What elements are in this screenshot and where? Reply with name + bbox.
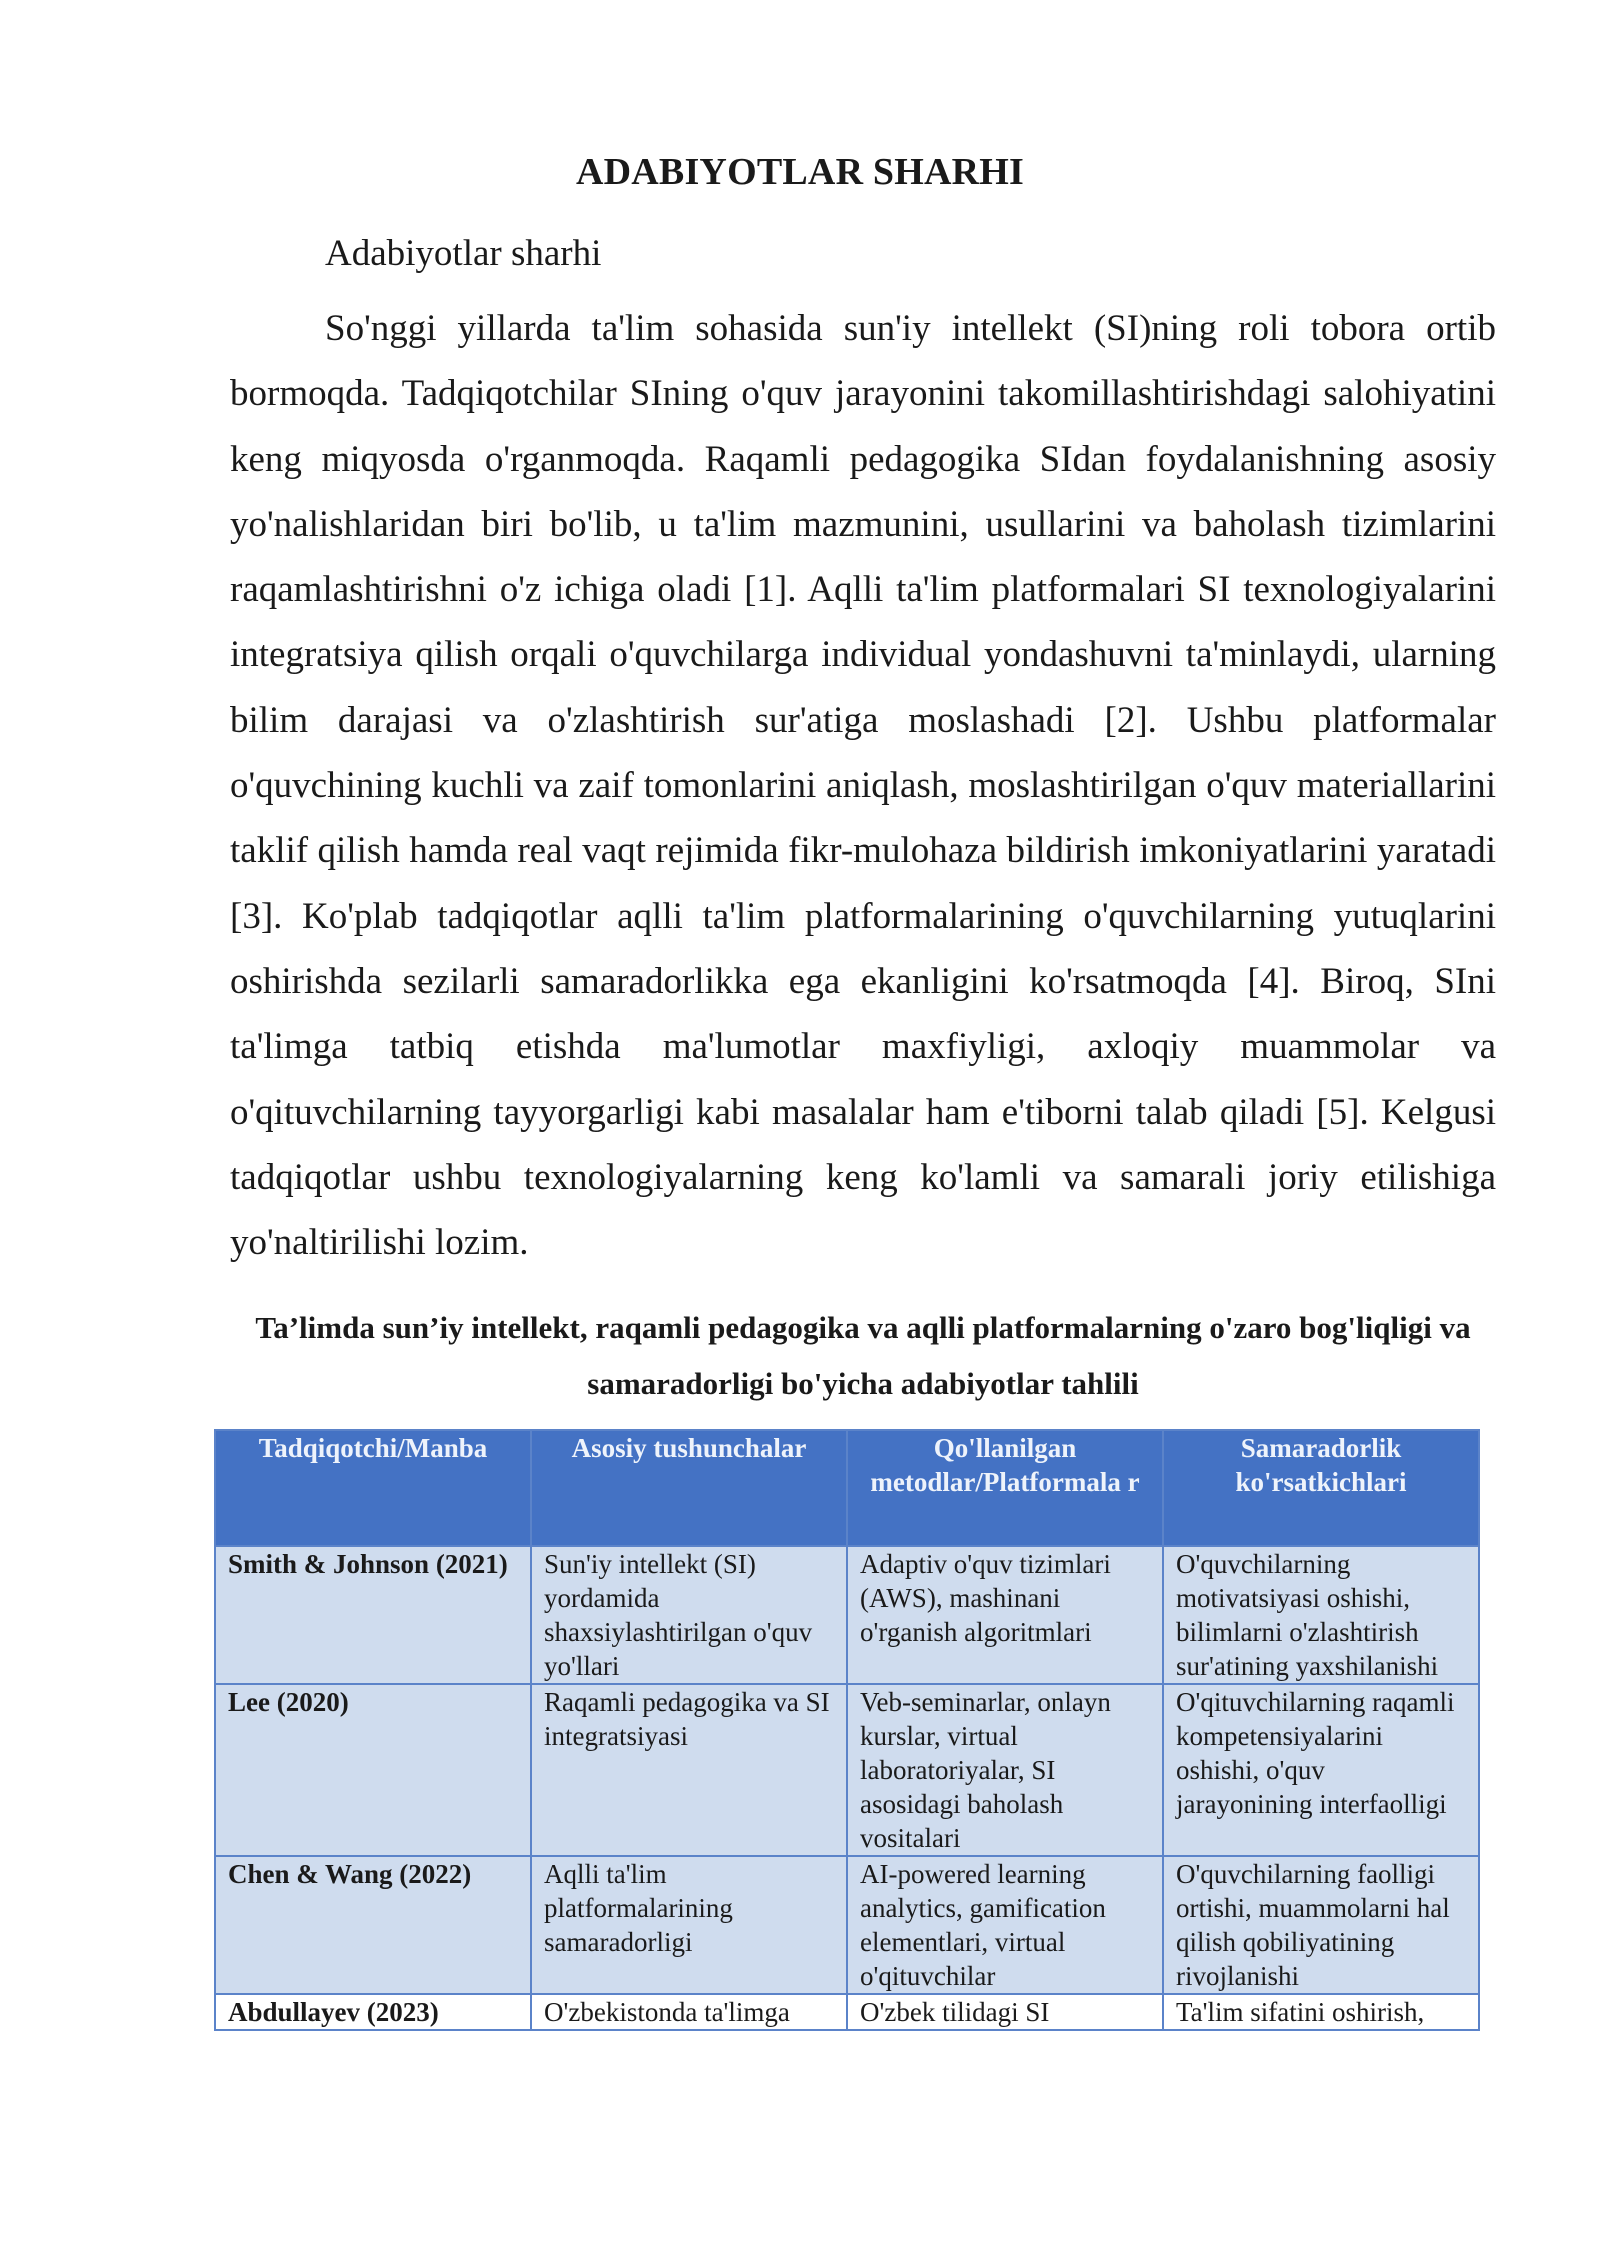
cell-methods: O'zbek tilidagi SI: [847, 1994, 1163, 2030]
header-researcher: Tadqiqotchi/Manba: [215, 1430, 531, 1546]
table-caption: Ta’limda sun’iy intellekt, raqamli pedagogika va aqlli platformalarning o'zaro bog'liqligi va samaradorligi bo'yicha adabiyotlar tahlili: [255, 1310, 1471, 1401]
cell-concepts: Aqlli ta'lim platformalarining samaradorligi: [531, 1856, 847, 1994]
cell-concepts: O'zbekistonda ta'limga: [531, 1994, 847, 2030]
cell-concepts: Sun'iy intellekt (SI) yordamida shaxsiylashtirilgan o'quv yo'llari: [531, 1546, 847, 1684]
cell-concepts: Raqamli pedagogika va SI integratsiyasi: [531, 1684, 847, 1856]
header-methods: Qo'llanilgan metodlar/Platformala r: [847, 1430, 1163, 1546]
body-paragraph: So'nggi yillarda ta'lim sohasida sun'iy intellekt (SI)ning roli tobora ortib bormoqda. Tadqiqotchilar SIning o'quv jarayonini takomillashtirishdagi salohiyatini keng miqyosda o'rganmoqda. Raqamli pedagogika SIdan foydalanishning asosiy yo'nalishlaridan biri bo'lib, u ta'lim mazmunini, usullarini va baholash tizimlarini raqamlashtirishni o'z ichiga oladi [1]. Aqlli ta'lim platformalari SI texnologiyalarini integratsiya qilish orqali o'quvchilarga individual yondashuvni ta'minlaydi, ularning bilim darajasi va o'zlashtirish sur'atiga moslashadi [2]. Ushbu platformalar o'quvchining kuchli va zaif tomonlarini aniqlash, moslashtirilgan o'quv materiallarini taklif qilish hamda real vaqt rejimida fikr-mulohaza bildirish imkoniyatlarini yaratadi [3]. Ko'plab tadqiqotlar aqlli ta'lim platformalarining o'quvchilarning yutuqlarini oshirishda sezilarli samaradorlikka ega ekanligini ko'rsatmoqda [4]. Biroq, SIni ta'limga tatbiq etishda ma'lumotlar maxfiyligi, axloqiy muammolar va o'qituvchilarning tayyorgarligi kabi masalalar ham e'tiborni talab qiladi [5]. Kelgusi tadqiqotlar ushbu texnologiyalarning keng ko'lamli va samarali joriy etilishiga yo'naltirilishi lozim.: [230, 308, 1496, 1264]
cell-effectiveness: O'qituvchilarning raqamli kompetensiyalarini oshishi, o'quv jarayonining interfaolligi: [1163, 1684, 1479, 1856]
cell-methods: AI-powered learning analytics, gamification elementlari, virtual o'qituvchilar: [847, 1856, 1163, 1994]
cell-researcher: Smith & Johnson (2021): [215, 1546, 531, 1684]
cell-methods: Veb-seminarlar, onlayn kurslar, virtual laboratoriyalar, SI asosidagi baholash vositalari: [847, 1684, 1163, 1856]
cell-effectiveness: O'quvchilarning motivatsiyasi oshishi, bilimlarni o'zlashtirish sur'atining yaxshilanishi: [1163, 1546, 1479, 1684]
header-effectiveness: Samaradorlik ko'rsatkichlari: [1163, 1430, 1479, 1546]
table-row: [215, 1994, 1479, 2030]
table-row: [215, 1546, 1479, 1684]
table-row: [215, 1856, 1479, 1994]
cell-effectiveness: Ta'lim sifatini oshirish,: [1163, 1994, 1479, 2030]
cell-researcher: Chen & Wang (2022): [215, 1856, 531, 1994]
cell-effectiveness: O'quvchilarning faolligi ortishi, muammolarni hal qilish qobiliyatining rivojlanishi: [1163, 1856, 1479, 1994]
table-header-row: [215, 1430, 1479, 1546]
cell-researcher: Lee (2020): [215, 1684, 531, 1856]
page-title: ADABIYOTLAR SHARHI: [575, 151, 1025, 193]
header-concepts: Asosiy tushunchalar: [531, 1430, 847, 1546]
table-row: [215, 1684, 1479, 1856]
cell-methods: Adaptiv o'quv tizimlari (AWS), mashinani o'rganish algoritmlari: [847, 1546, 1163, 1684]
section-subheading: Adabiyotlar sharhi: [325, 233, 602, 274]
literature-table: [214, 1429, 1480, 2031]
cell-researcher: Abdullayev (2023): [215, 1994, 531, 2030]
